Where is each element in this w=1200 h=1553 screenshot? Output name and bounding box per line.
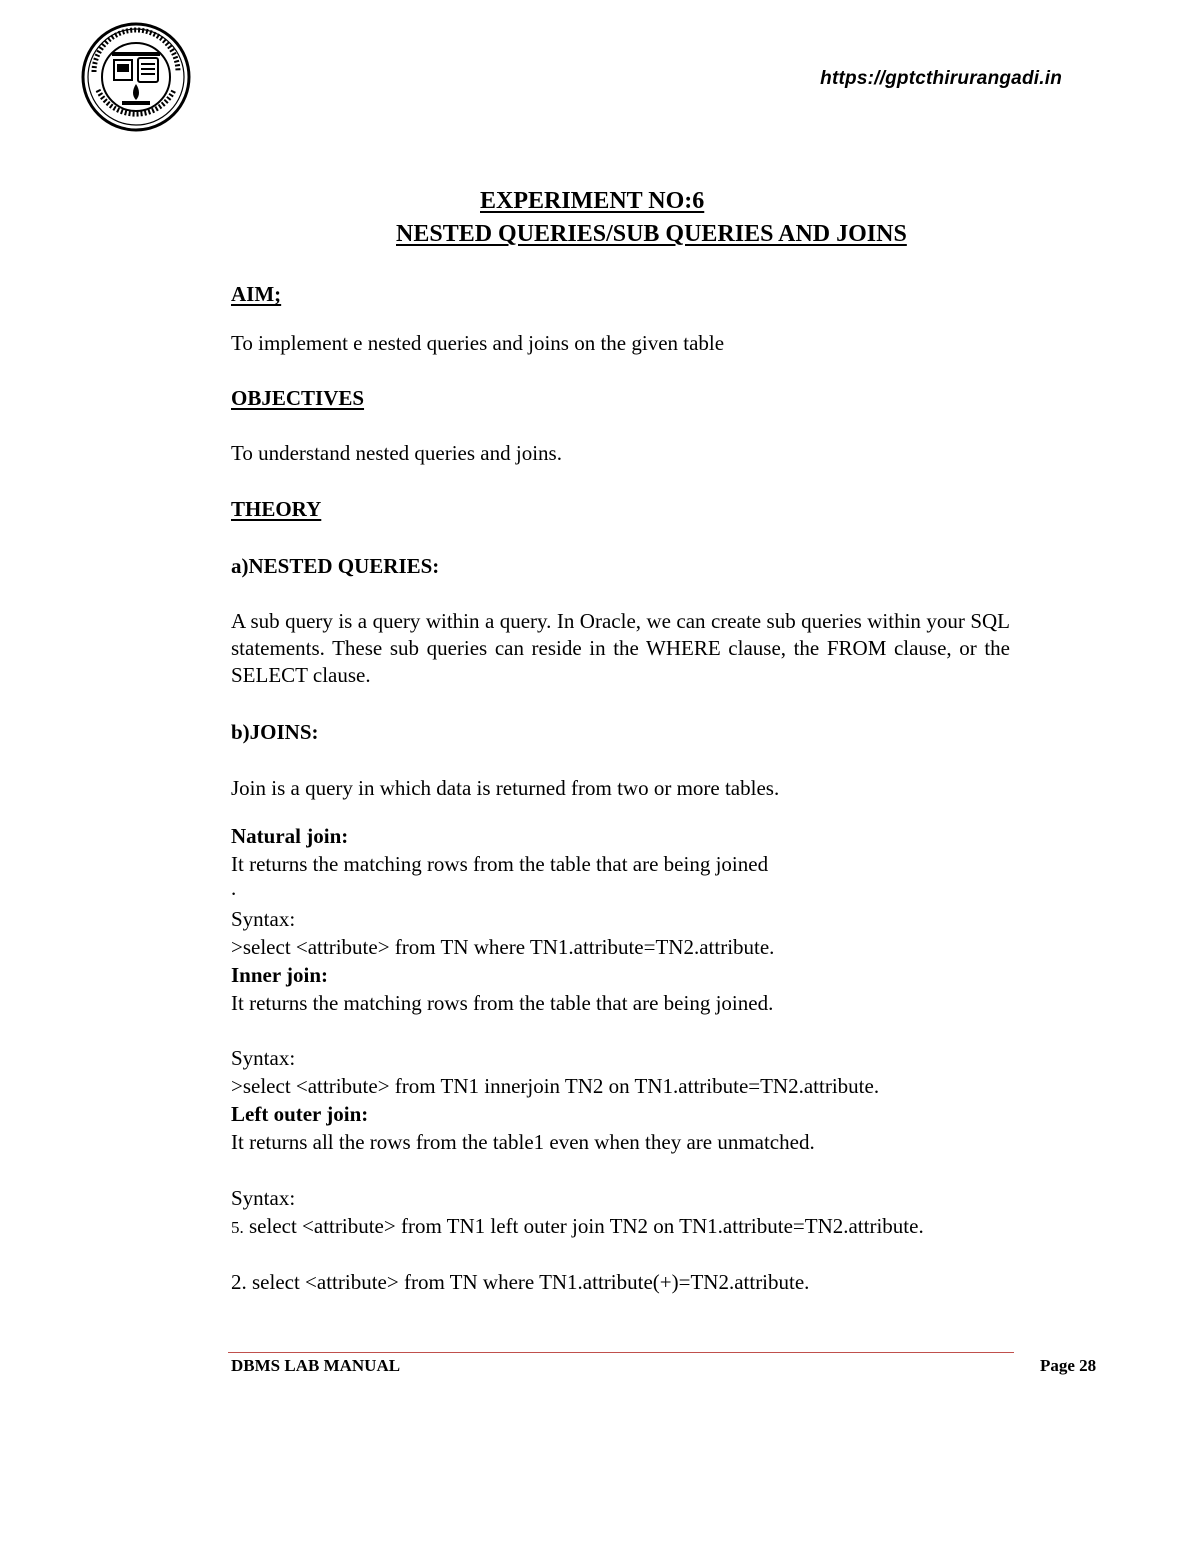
experiment-topic-title: NESTED QUERIES/SUB QUERIES AND JOINS [396, 221, 907, 247]
left-outer-join-syntax-item-2: 2. select <attribute> from TN where TN1.attribute(+)=TN2.attribute. [231, 1270, 810, 1294]
aim-text: To implement e nested queries and joins on the given table [231, 331, 725, 355]
natural-join-syntax: >select <attribute> from TN where TN1.attribute=TN2.attribute. [231, 935, 775, 959]
objectives-heading: OBJECTIVES [231, 386, 365, 410]
aim-heading: AIM; [231, 282, 282, 306]
college-seal-logo [78, 22, 196, 132]
inner-join-heading: Inner join: [231, 963, 329, 987]
left-outer-join-syntax-1-text: select <attribute> from TN1 left outer join TN2 on TN1.attribute=TN2.attribute. [249, 1214, 924, 1238]
nested-queries-heading: a)NESTED QUERIES: [231, 554, 440, 578]
left-outer-join-syntax-item-1 [231, 1213, 1010, 1241]
nested-queries-paragraph: A sub query is a query within a query. In Oracle, we can create sub queries within your SQL statements. These sub queries can reside in the WHERE clause, the FROM clause, or the SELECT clause. [231, 609, 1010, 687]
footer-rule [228, 1352, 1014, 1353]
joins-text: Join is a query in which data is returned from two or more tables. [231, 776, 780, 800]
inner-join-syntax-label: Syntax: [231, 1046, 296, 1070]
natural-join-description: It returns the matching rows from the table that are being joined [231, 852, 769, 876]
college-seal-icon [78, 22, 196, 132]
objectives-text: To understand nested queries and joins. [231, 441, 562, 465]
inner-join-syntax: >select <attribute> from TN1 innerjoin TN2 on TN1.attribute=TN2.attribute. [231, 1074, 880, 1098]
theory-heading: THEORY [231, 497, 322, 521]
experiment-number-title: EXPERIMENT NO:6 [480, 188, 705, 214]
footer-manual-title: DBMS LAB MANUAL [231, 1356, 401, 1375]
natural-join-dot: . [231, 876, 237, 900]
left-outer-join-syntax-label: Syntax: [231, 1186, 296, 1210]
page-number: Page 28 [1040, 1356, 1097, 1375]
joins-heading: b)JOINS: [231, 720, 319, 744]
left-outer-join-description: It returns all the rows from the table1 even when they are unmatched. [231, 1130, 815, 1154]
list-marker: 5. [231, 1218, 244, 1237]
site-url[interactable]: https://gptcthirurangadi.in [820, 68, 1062, 89]
left-outer-join-heading: Left outer join: [231, 1102, 369, 1126]
inner-join-description: It returns the matching rows from the table that are being joined. [231, 991, 774, 1015]
natural-join-heading: Natural join: [231, 824, 349, 848]
natural-join-syntax-label: Syntax: [231, 907, 296, 931]
